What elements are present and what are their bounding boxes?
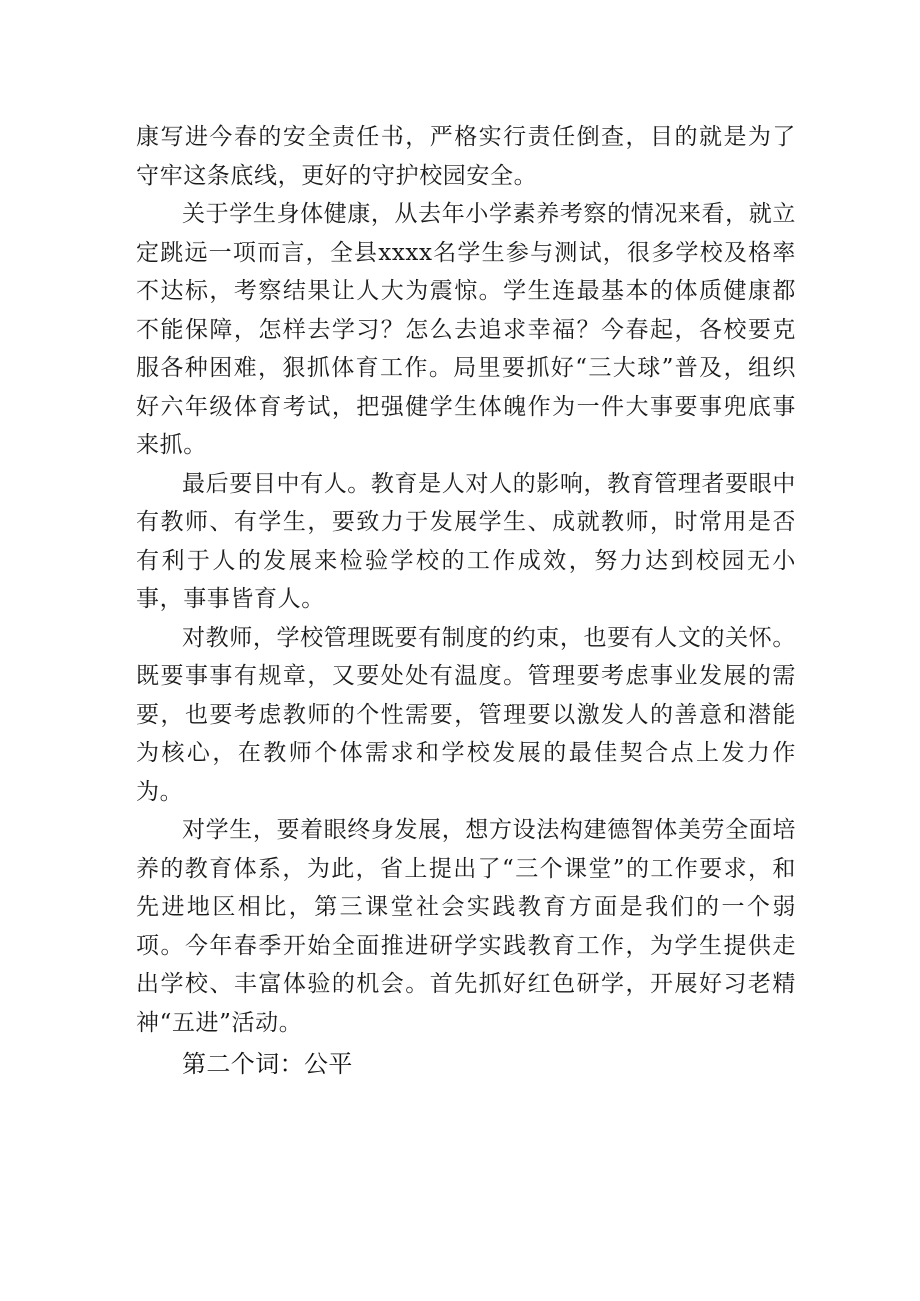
- paragraph-teachers: 对教师，学校管理既要有制度的约束，也要有人文的关怀。既要事事有规章，又要处处有温度。管理要考虑事业发展的需要，也要考虑教师的个性需要，管理要以激发人的善意和潜能为核心，在教师个体需求和学校发展的最佳契合点上发力作为。: [136, 624, 796, 805]
- paragraph-student-health: 关于学生身体健康，从去年小学素养考察的情况来看，就立定跳远一项而言，全县xxxx名学生参与测试，很多学校及格率不达标，考察结果让人大为震惊。学生连最基本的体质健康都不能保障，怎样去学习？怎么去追求幸福？今春起，各校要克服各种困难，狠抓体育工作。局里要抓好“三大球”普及，组织好六年级体育考试，把强健学生体魄作为一件大事要事兜底事来抓。: [136, 201, 796, 458]
- paragraph-continuation: 康写进今春的安全责任书，严格实行责任倒查，目的就是为了守牢这条底线，更好的守护校园安全。: [136, 124, 796, 189]
- paragraph-people-oriented: 最后要目中有人。教育是人对人的影响，教育管理者要眼中有教师、有学生，要致力于发展学生、成就教师，时常用是否有利于人的发展来检验学校的工作成效，努力达到校园无小事，事事皆育人。: [136, 470, 796, 612]
- paragraph-students: 对学生，要着眼终身发展，想方设法构建德智体美劳全面培养的教育体系，为此，省上提出了“三个课堂”的工作要求，和先进地区相比，第三课堂社会实践教育方面是我们的一个弱项。今年春季开始全面推进研学实践教育工作，为学生提供走出学校、丰富体验的机会。首先抓好红色研学，开展好习老精神“五进”活动。: [136, 817, 796, 1036]
- document-body: [136, 118, 796, 1086]
- section-heading: 第二个词：公平: [182, 1050, 353, 1078]
